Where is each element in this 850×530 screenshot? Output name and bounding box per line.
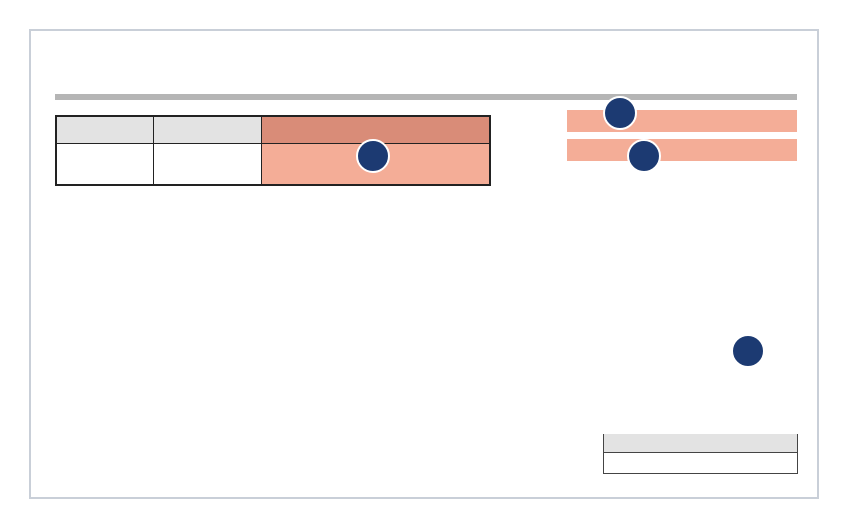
badge-4 <box>731 334 765 368</box>
employee-info-table <box>55 115 491 186</box>
net-pay-label <box>604 434 797 453</box>
badge-3 <box>627 139 661 173</box>
company-bar <box>567 139 797 161</box>
department-field[interactable] <box>154 144 262 184</box>
employee-no-field[interactable] <box>57 144 154 184</box>
employee-no-label <box>57 117 154 144</box>
badge-2 <box>356 139 390 173</box>
net-pay-box <box>603 434 798 474</box>
title-divider <box>55 94 797 100</box>
year-month-bar[interactable] <box>567 110 797 132</box>
department-label <box>154 117 262 144</box>
badge-1 <box>603 96 637 130</box>
net-pay-field[interactable] <box>604 453 797 473</box>
payslip-grid <box>54 199 798 434</box>
